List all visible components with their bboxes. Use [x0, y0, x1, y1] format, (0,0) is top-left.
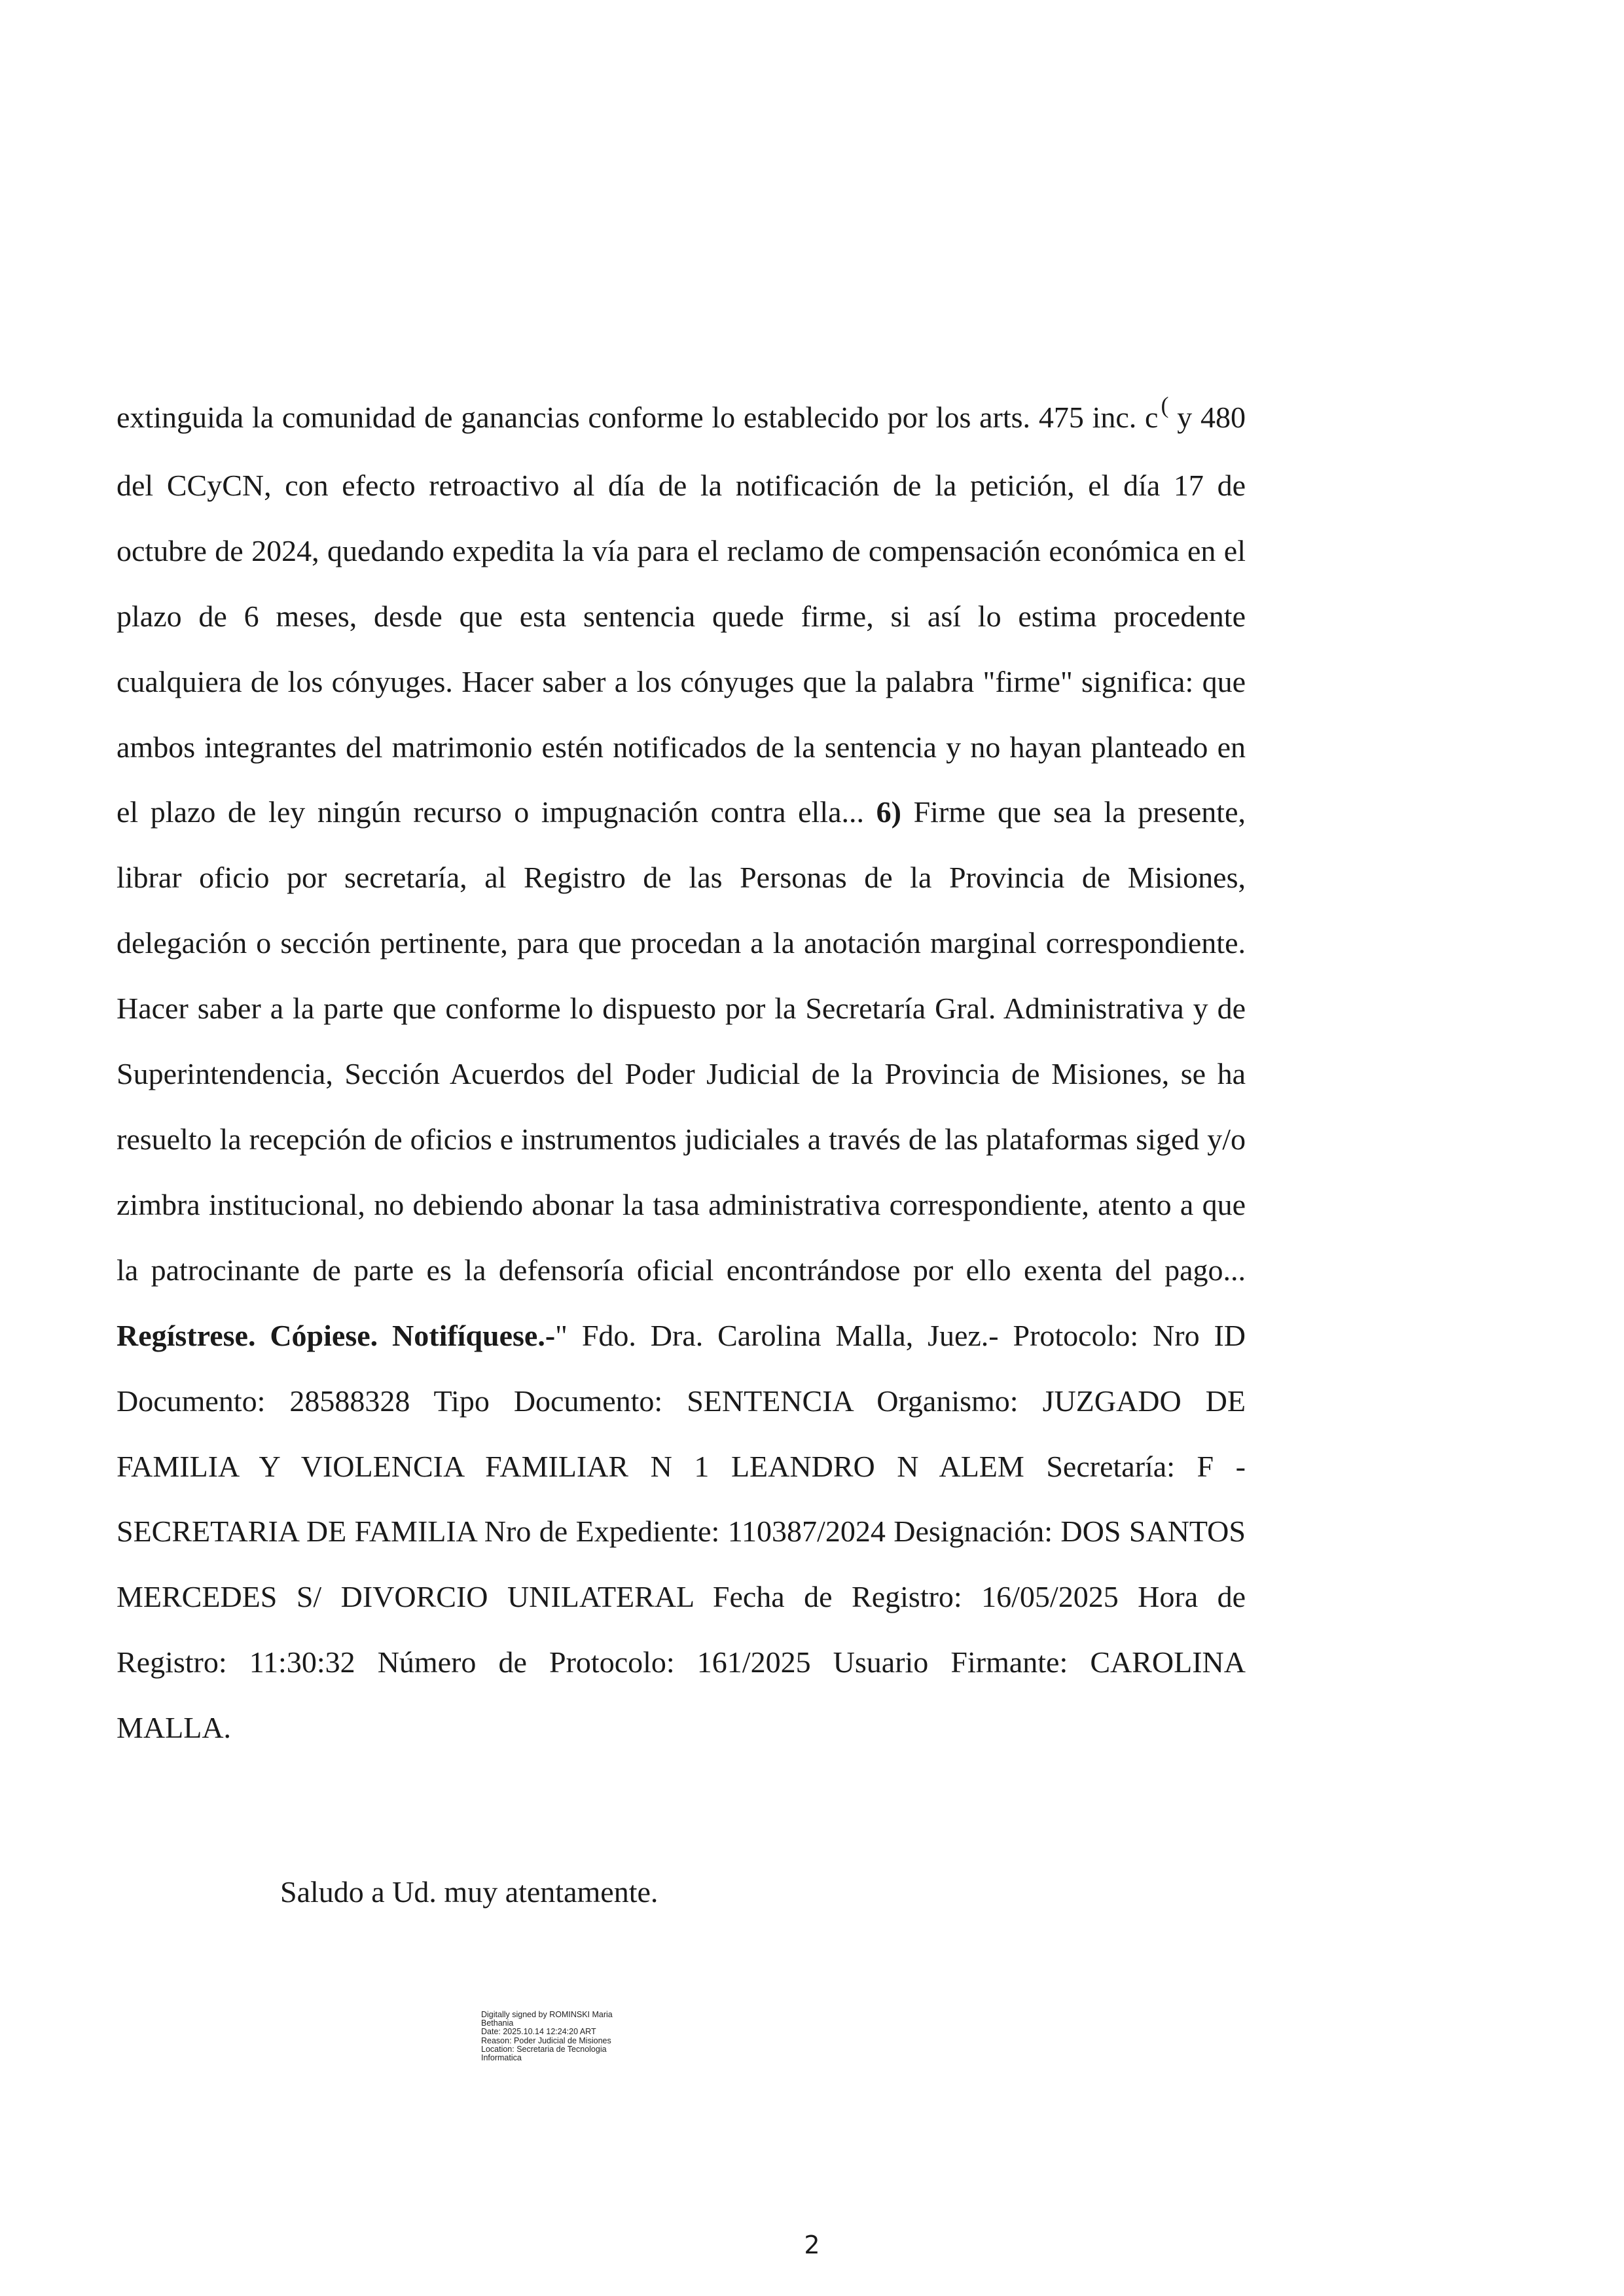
closing-salutation: Saludo a Ud. muy atentamente.: [280, 1875, 659, 1909]
signature-line: Reason: Poder Judicial de Misiones: [481, 2036, 611, 2045]
item-number-6: 6): [876, 795, 901, 829]
superscript-parenthesis: (: [1161, 392, 1169, 418]
signature-line: Digitally signed by ROMINSKI Maria: [481, 2010, 613, 2019]
signature-line: Location: Secretaria de Tecnologia: [481, 2044, 607, 2054]
body-text-segment: y 480 del CCyCN, con efecto retroactivo al día de la notificación de la petición, el día 17 de octubre de 2024, quedando expedita la vía para el reclamo de compensación económica en el plazo de 6 meses, desde que esta sentencia quede firme, si así lo estima procedente cualquiera de los cónyuges. Hacer saber a los cónyuges que la palabra "firme" significa: que ambos integrantes del matrimonio estén notificados de la sentencia y no hayan planteado en el plazo de ley ningún recurso o impugnación contra ella...: [117, 401, 1246, 829]
signature-line: Date: 2025.10.14 12:24:20 ART: [481, 2027, 596, 2037]
register-copy-notify-phrase: Regístrese. Cópiese. Notifíquese.-: [117, 1318, 556, 1352]
signature-line: Bethania: [481, 2018, 514, 2028]
page-number: 2: [804, 2231, 820, 2259]
body-text-segment: " Fdo. Dra. Carolina Malla, Juez.- Protocolo: Nro ID Documento: 28588328 Tipo Documento: SENTENCIA Organismo: JUZGADO DE FAMILIA Y VIOLENCIA FAMILIAR N 1 LEANDRO N ALEM Secretaría: F - SECRETARIA DE FAMILIA Nro de Expediente: 110387/2024 Designación: DOS SANTOS MERCEDES S/ DIVORCIO UNILATERAL Fecha de Registro: 16/05/2025 Hora de Registro: 11:30:32 Número de Protocolo: 161/2025 Usuario Firmante: CAROLINA MALLA.: [117, 1318, 1246, 1745]
document-body-paragraph: [117, 385, 1246, 1761]
signature-line: Informatica: [481, 2053, 522, 2063]
body-text-segment: Firme que sea la presente, librar oficio por secretaría, al Registro de las Personas de la Provincia de Misiones, delegación o sección pertinente, para que procedan a la anotación marginal correspondiente. Hacer saber a la parte que conforme lo dispuesto por la Secretaría Gral. Administrativa y de Superintendencia, Sección Acuerdos del Poder Judicial de la Provincia de Misiones, se ha resuelto la recepción de oficios e instrumentos judiciales a través de las plataformas siged y/o zimbra institucional, no debiendo abonar la tasa administrativa correspondiente, atento a que la patrocinante de parte es la defensoría oficial encontrándose por ello exenta del pago...: [117, 795, 1246, 1287]
digital-signature-stamp: [481, 2011, 697, 2062]
body-text-segment: extinguida la comunidad de ganancias conforme lo establecido por los arts. 475 inc. c: [117, 401, 1159, 434]
